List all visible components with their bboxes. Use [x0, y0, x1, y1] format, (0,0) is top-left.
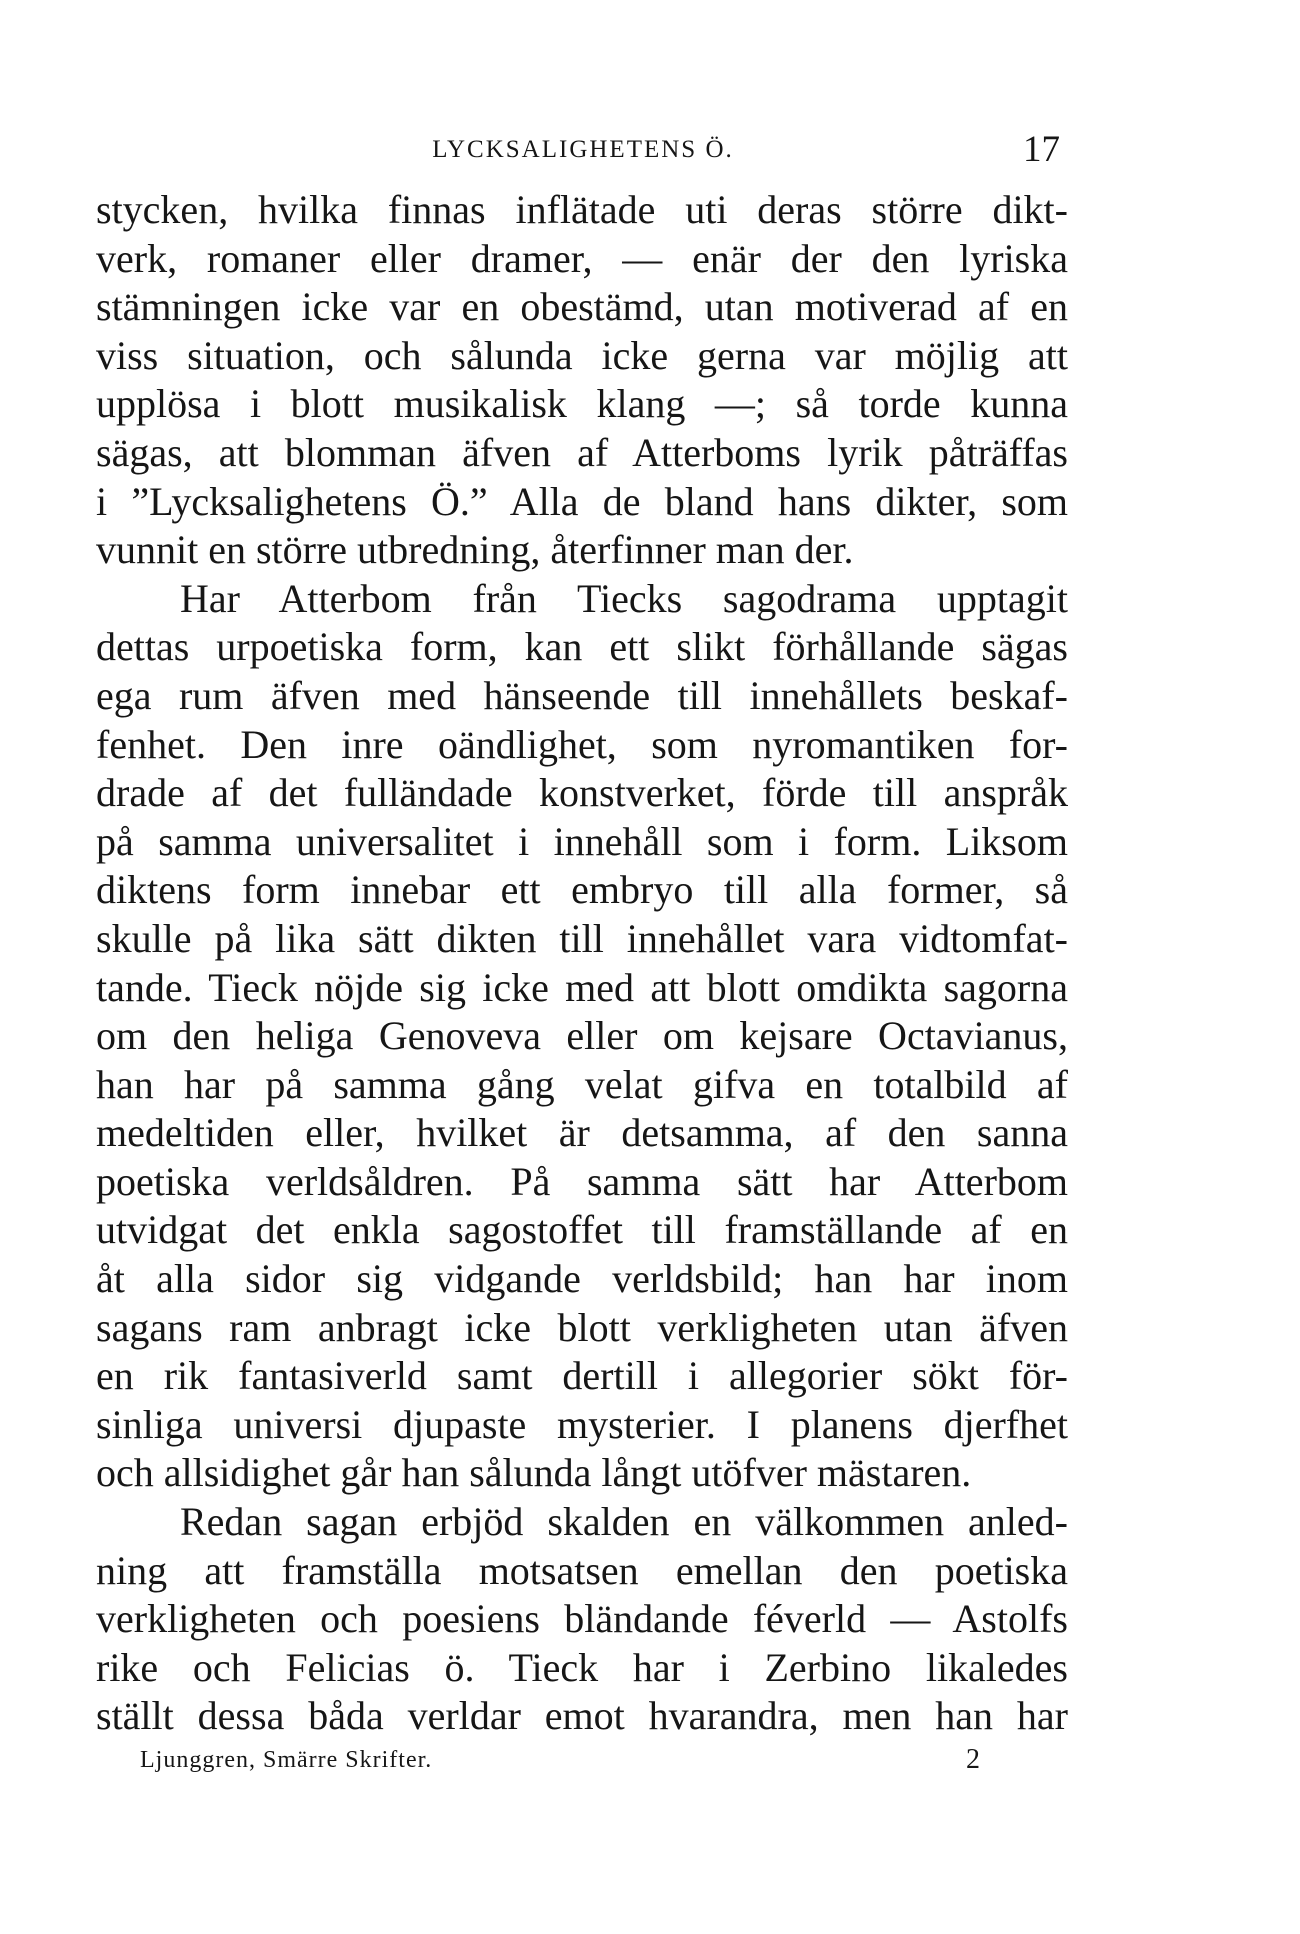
text-line: i ”Lycksalighetens Ö.” Alla de bland hans dikter, som [96, 478, 1068, 524]
text-line: diktens form innebar ett embryo till alla former, så [96, 867, 1068, 913]
text-line: om den heliga Genoveva eller om kejsare Octavianus, [96, 1013, 1068, 1059]
text-line: Redan sagan erbjöd skalden en välkommen anled- [180, 1499, 1068, 1545]
text-line: drade af det fulländade konstverket, förde till anspråk [96, 770, 1068, 816]
text-line: och allsidighet går han sålunda långt utöfver mästaren. [96, 1450, 972, 1496]
text-line: åt alla sidor sig vidgande verldsbild; han har inom [96, 1256, 1068, 1302]
text-line: ning att framställa motsatsen emellan den poetiska [96, 1547, 1068, 1593]
text-line: fenhet. Den inre oändlighet, som nyromantiken for- [96, 721, 1068, 767]
text-line: sägas, att blomman äfven af Atterboms lyrik påträffas [96, 429, 1068, 475]
running-title: LYCKSALIGHETENS Ö. [432, 136, 734, 163]
text-line: skulle på lika sätt dikten till innehållet vara vidtomfat- [96, 915, 1068, 961]
footer-credit: Ljunggren, Smärre Skrifter. [140, 1747, 433, 1773]
running-head [98, 128, 1068, 172]
text-line: sinliga universi djupaste mysterier. I planens djerfhet [96, 1401, 1068, 1447]
text-line: stycken, hvilka finnas inflätade uti deras större dikt- [96, 187, 1068, 232]
text-line: tande. Tieck nöjde sig icke med att blott omdikta sagorna [96, 964, 1068, 1010]
text-line: han har på samma gång velat gifva en totalbild af [96, 1061, 1068, 1107]
text-line: stämningen icke var en obestämd, utan motiverad af en [96, 284, 1068, 330]
text-line: rike och Felicias ö. Tieck har i Zerbino likaledes [96, 1644, 1068, 1690]
text-line: verk, romaner eller dramer, — enär der den lyriska [96, 235, 1068, 281]
text-line: på samma universalitet i innehåll som i form. Liksom [96, 818, 1068, 864]
text-line: vunnit en större utbredning, återfinner man der. [96, 527, 854, 573]
text-line: en rik fantasiverld samt dertill i allegorier sökt för- [96, 1353, 1068, 1399]
page-number: 17 [1023, 129, 1060, 170]
page-footer [140, 1740, 980, 1780]
text-line: ega rum äfven med hänseende till innehållets beskaf- [96, 672, 1068, 718]
text-line: dettas urpoetiska form, kan ett slikt förhållande sägas [96, 624, 1068, 670]
signature-mark: 2 [966, 1744, 980, 1775]
text-line: verkligheten och poesiens bländande féverld — Astolfs [96, 1596, 1068, 1642]
text-line: ställt dessa båda verldar emot hvarandra, men han har [96, 1693, 1068, 1739]
text-body [96, 186, 1068, 1741]
text-line: upplösa i blott musikalisk klang —; så torde kunna [96, 381, 1068, 427]
text-line: Har Atterbom från Tiecks sagodrama upptagit [180, 575, 1068, 621]
text-line: medeltiden eller, hvilket är detsamma, af den sanna [96, 1110, 1068, 1156]
text-line: utvidgat det enkla sagostoffet till framställande af en [96, 1207, 1068, 1253]
text-line: poetiska verldsåldren. På samma sätt har Atterbom [96, 1158, 1068, 1204]
text-line: viss situation, och sålunda icke gerna var möjlig att [96, 332, 1068, 378]
text-line: sagans ram anbragt icke blott verkligheten utan äfven [96, 1304, 1068, 1350]
